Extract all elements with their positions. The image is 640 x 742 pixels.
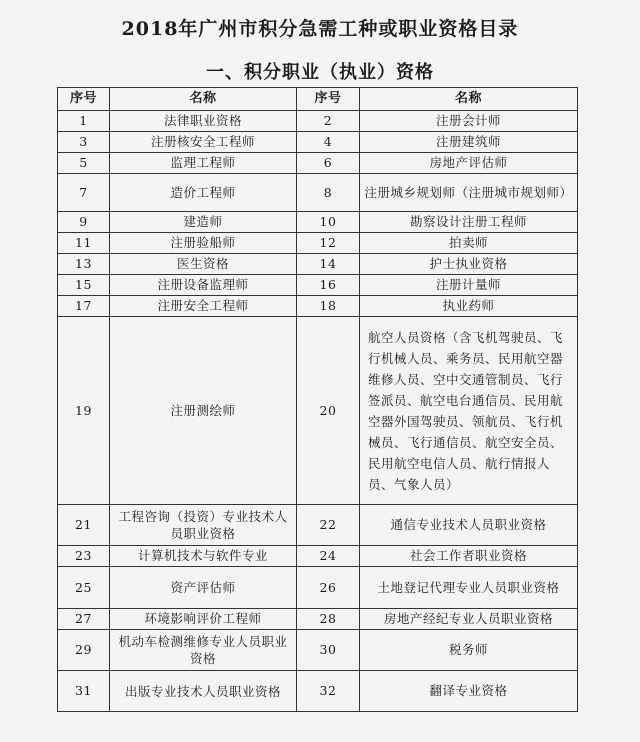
qualification-name: 护士执业资格 <box>360 254 578 275</box>
qualification-name: 土地登记代理专业人员职业资格 <box>360 567 578 609</box>
header-number-2: 序号 <box>297 88 360 111</box>
qualification-name: 翻译专业资格 <box>360 671 578 712</box>
table-row <box>58 567 578 609</box>
row-number: 17 <box>58 296 110 317</box>
document-title: 2018年广州市积分急需工种或职业资格目录 <box>121 18 519 40</box>
qualification-name: 造价工程师 <box>110 174 297 212</box>
qualification-name: 注册会计师 <box>360 111 578 132</box>
qualification-name: 工程咨询（投资）专业技术人员职业资格 <box>110 505 297 546</box>
row-number: 16 <box>297 275 360 296</box>
row-number: 31 <box>58 671 110 712</box>
qualification-name: 注册测绘师 <box>110 317 297 505</box>
header-number-1: 序号 <box>58 88 110 111</box>
qualification-name: 房地产评估师 <box>360 153 578 174</box>
qualification-name: 注册计量师 <box>360 275 578 296</box>
row-number: 23 <box>58 546 110 567</box>
table-row <box>58 546 578 567</box>
qualification-name: 执业药师 <box>360 296 578 317</box>
table-row <box>58 174 578 212</box>
row-number: 19 <box>58 317 110 505</box>
table-row <box>58 505 578 546</box>
table-row <box>58 132 578 153</box>
row-number: 10 <box>297 212 360 233</box>
table-row <box>58 296 578 317</box>
row-number: 3 <box>58 132 110 153</box>
row-number: 8 <box>297 174 360 212</box>
row-number: 9 <box>58 212 110 233</box>
qualification-name: 注册安全工程师 <box>110 296 297 317</box>
qualification-name: 拍卖师 <box>360 233 578 254</box>
row-number: 24 <box>297 546 360 567</box>
row-number: 7 <box>58 174 110 212</box>
qualification-name: 注册建筑师 <box>360 132 578 153</box>
table-row <box>58 609 578 630</box>
row-number: 4 <box>297 132 360 153</box>
qualification-name: 房地产经纪专业人员职业资格 <box>360 609 578 630</box>
table-row <box>58 233 578 254</box>
row-number: 32 <box>297 671 360 712</box>
qualification-name: 环境影响评价工程师 <box>110 609 297 630</box>
row-number: 22 <box>297 505 360 546</box>
qualification-name: 注册城乡规划师（注册城市规划师） <box>360 174 578 212</box>
qualification-name: 通信专业技术人员职业资格 <box>360 505 578 546</box>
qualification-name: 机动车检测维修专业人员职业资格 <box>110 630 297 671</box>
row-number: 5 <box>58 153 110 174</box>
row-number: 30 <box>297 630 360 671</box>
table-row <box>58 317 578 505</box>
qualification-name: 社会工作者职业资格 <box>360 546 578 567</box>
qualification-name: 注册核安全工程师 <box>110 132 297 153</box>
row-number: 13 <box>58 254 110 275</box>
row-number: 2 <box>297 111 360 132</box>
table-row <box>58 275 578 296</box>
qualification-name: 监理工程师 <box>110 153 297 174</box>
qualification-name: 注册验船师 <box>110 233 297 254</box>
row-number: 14 <box>297 254 360 275</box>
table-row <box>58 254 578 275</box>
table-header-row <box>58 88 578 111</box>
qualification-table <box>57 87 578 712</box>
row-number: 1 <box>58 111 110 132</box>
row-number: 28 <box>297 609 360 630</box>
row-number: 26 <box>297 567 360 609</box>
header-name-1: 名称 <box>110 88 297 111</box>
row-number: 25 <box>58 567 110 609</box>
qualification-name: 航空人员资格（含飞机驾驶员、飞行机械人员、乘务员、民用航空器维修人员、空中交通管制员、飞行签派员、航空电台通信员、民用航空器外国驾驶员、领航员、飞行机械员、飞行通信员、航空安全员、民用航空电信人员、航行情报人员、气象人员） <box>360 317 578 505</box>
table-row <box>58 153 578 174</box>
qualification-name: 医生资格 <box>110 254 297 275</box>
row-number: 29 <box>58 630 110 671</box>
row-number: 20 <box>297 317 360 505</box>
table-row <box>58 630 578 671</box>
qualification-name: 出版专业技术人员职业资格 <box>110 671 297 712</box>
section-title: 一、积分职业（执业）资格 <box>206 62 434 83</box>
row-number: 12 <box>297 233 360 254</box>
table-row <box>58 671 578 712</box>
qualification-name: 勘察设计注册工程师 <box>360 212 578 233</box>
qualification-name: 资产评估师 <box>110 567 297 609</box>
qualification-name: 税务师 <box>360 630 578 671</box>
qualification-name: 建造师 <box>110 212 297 233</box>
row-number: 27 <box>58 609 110 630</box>
table-row <box>58 111 578 132</box>
qualification-name: 法律职业资格 <box>110 111 297 132</box>
row-number: 11 <box>58 233 110 254</box>
qualification-name: 计算机技术与软件专业 <box>110 546 297 567</box>
row-number: 21 <box>58 505 110 546</box>
row-number: 6 <box>297 153 360 174</box>
row-number: 15 <box>58 275 110 296</box>
row-number: 18 <box>297 296 360 317</box>
header-name-2: 名称 <box>360 88 578 111</box>
qualification-name: 注册设备监理师 <box>110 275 297 296</box>
table-row <box>58 212 578 233</box>
